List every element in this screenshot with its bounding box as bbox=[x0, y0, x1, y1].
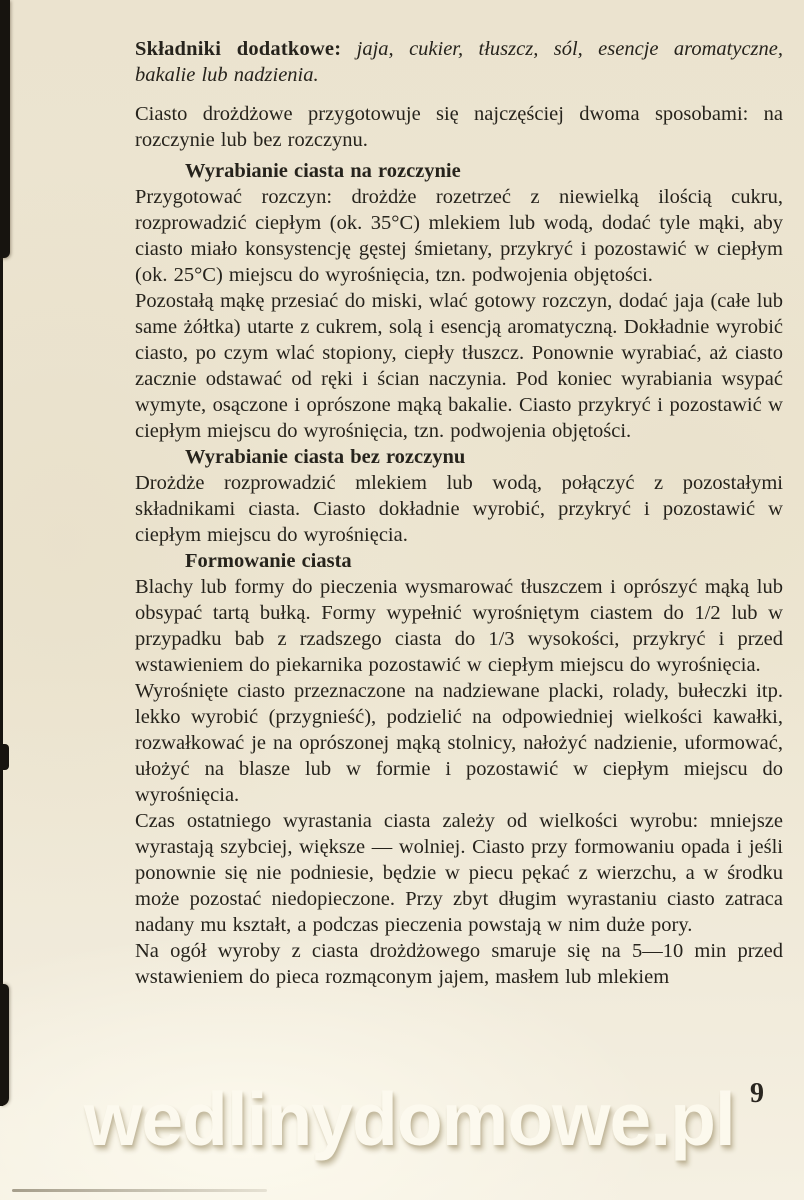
text-column bbox=[135, 36, 783, 990]
additional-ingredients-list: jaja, cukier, tłuszcz, sól, esencje aromatyczne, bakalie lub nadzienia. bbox=[135, 38, 784, 86]
paragraph-rozczyn-2: Pozostałą mąkę przesiać do miski, wlać gotowy rozczyn, dodać jaja (całe lub same żółtka) utarte z cukrem, solą i esencją aromatyczną. Dokładnie wyrobić ciasto, po czym wlać stopiony, ciepły tłuszcz. Ponownie wyrabiać, aż ciasto zacznie odstawać od ręki i ścian naczynia. Pod koniec wyrabiania wsypać wymyte, osączone i oprószone mąką bakalie. Ciasto przykryć i pozostawić w ciepłym miejscu do wyrośnięcia, tzn. podwojenia objętości. bbox=[135, 290, 783, 442]
paragraph-formowanie-2: Wyrośnięte ciasto przeznaczone na nadziewane placki, rolady, bułeczki itp. lekko wyrobić (przygnieść), podzielić na odpowiedniej wielkości kawałki, rozwałkować je na oprószonej mąką stolnicy, nałożyć nadzienie, uformować, ułożyć na blasze lub w formie i pozostawić w ciepłym miejscu do wyrośnięcia. bbox=[135, 680, 783, 806]
section-heading-formowanie-ciasta: Formowanie ciasta bbox=[185, 550, 352, 572]
paragraph-additional-ingredients bbox=[135, 36, 783, 88]
paragraph-intro: Ciasto drożdżowe przygotowuje się najczęściej dwoma sposobami: na rozczynie lub bez rozczynu. bbox=[135, 103, 783, 151]
scan-edge-bottom-line bbox=[12, 1189, 267, 1192]
scan-edge-left-top bbox=[0, 0, 10, 258]
paragraph-formowanie-4: Na ogół wyroby z ciasta drożdżowego smaruje się na 5—10 min przed wstawieniem do pieca rozmąconym jajem, masłem lub mlekiem bbox=[135, 940, 783, 988]
scan-edge-left-bottom bbox=[0, 984, 9, 1106]
additional-ingredients-label: Składniki dodatkowe: bbox=[135, 38, 342, 60]
page-number: 9 bbox=[750, 1078, 764, 1109]
watermark: wedlinydomowe.pl bbox=[84, 1077, 735, 1161]
paragraph-formowanie-3: Czas ostatniego wyrastania ciasta zależy od wielkości wyrobu: mniejsze wyrastają szybciej, większe — wolniej. Ciasto przy formowaniu opada i jeśli ponownie się nie podniesie, będzie w piecu pękać z wierzchu, a w środku może pozostać niedopieczone. Przy zbyt długim wyrastaniu ciasto zatraca nadany mu kształt, a podczas pieczenia powstają w nim duże pory. bbox=[135, 810, 783, 936]
section-heading-wyrabianie-bez-rozczynu: Wyrabianie ciasta bez rozczynu bbox=[185, 446, 466, 468]
section-heading-wyrabianie-na-rozczynie: Wyrabianie ciasta na rozczynie bbox=[185, 160, 461, 182]
scan-edge-left-middle bbox=[0, 744, 9, 770]
paragraph-formowanie-1: Blachy lub formy do pieczenia wysmarować tłuszczem i oprószyć mąką lub obsypać tartą bułką. Formy wypełnić wyrośniętym ciastem do 1/2 lub w przypadku bab z rzadszego ciasta do 1/3 wysokości, przykryć i przed wstawieniem do piekarnika pozostawić w ciepłym miejscu do wyrośnięcia. bbox=[135, 576, 783, 676]
paragraph-rozczyn-1: Przygotować rozczyn: drożdże rozetrzeć z niewielką ilością cukru, rozprowadzić ciepłym (ok. 35°C) mlekiem lub wodą, dodać tyle mąki, aby ciasto miało konsystencję gęstej śmietany, przykryć i pozostawić w ciepłym (ok. 25°C) miejscu do wyrośnięcia, tzn. podwojenia objętości. bbox=[135, 186, 783, 286]
paragraph-bez-rozczynu-1: Drożdże rozprowadzić mlekiem lub wodą, połączyć z pozostałymi składnikami ciasta. Ciasto dokładnie wyrobić, przykryć i pozostawić w ciepłym miejscu do wyrośnięcia. bbox=[135, 472, 783, 546]
